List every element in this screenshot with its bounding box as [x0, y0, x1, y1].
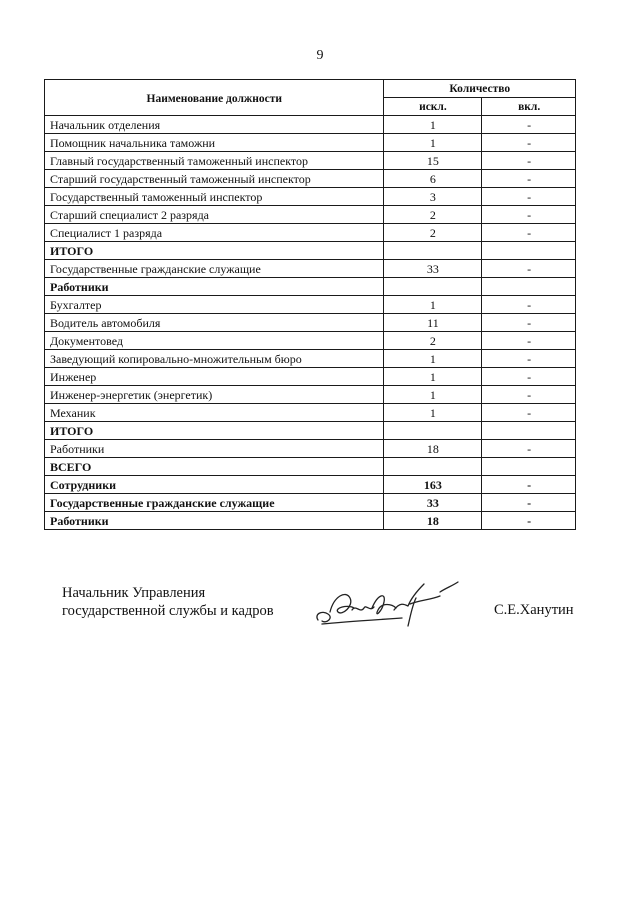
excl-count-cell: 1 [383, 368, 482, 386]
incl-count-cell [482, 458, 576, 476]
position-name-cell: Начальник отделения [45, 116, 384, 134]
incl-count-cell: - [482, 350, 576, 368]
excl-count-cell [383, 278, 482, 296]
excl-count-cell: 3 [383, 188, 482, 206]
incl-count-cell: - [482, 314, 576, 332]
table-row [45, 350, 576, 368]
incl-count-cell: - [482, 296, 576, 314]
total-row [45, 494, 576, 512]
table-body [45, 116, 576, 530]
excl-count-cell: 6 [383, 170, 482, 188]
header-quantity: Количество [383, 80, 575, 98]
incl-count-cell: - [482, 134, 576, 152]
table-row [45, 368, 576, 386]
table-row [45, 260, 576, 278]
excl-count-cell: 1 [383, 404, 482, 422]
total-row [45, 512, 576, 530]
incl-count-cell: - [482, 494, 576, 512]
position-name-cell: Работники [45, 278, 384, 296]
position-name-cell: Старший государственный таможенный инспектор [45, 170, 384, 188]
position-name-cell: Механик [45, 404, 384, 422]
section-row [45, 278, 576, 296]
excl-count-cell: 2 [383, 206, 482, 224]
position-name-cell: Государственный таможенный инспектор [45, 188, 384, 206]
position-name-cell: Старший специалист 2 разряда [45, 206, 384, 224]
excl-count-cell: 18 [383, 440, 482, 458]
incl-count-cell: - [482, 332, 576, 350]
incl-count-cell [482, 422, 576, 440]
excl-count-cell: 1 [383, 134, 482, 152]
table-row [45, 314, 576, 332]
position-name-cell: Государственные гражданские служащие [45, 494, 384, 512]
incl-count-cell: - [482, 260, 576, 278]
excl-count-cell: 18 [383, 512, 482, 530]
table-row [45, 440, 576, 458]
position-name-cell: Государственные гражданские служащие [45, 260, 384, 278]
table-row [45, 386, 576, 404]
total-row [45, 476, 576, 494]
page-number: 9 [316, 48, 324, 63]
position-name-cell: Главный государственный таможенный инспектор [45, 152, 384, 170]
position-name-cell: Инженер [45, 368, 384, 386]
incl-count-cell: - [482, 512, 576, 530]
excl-count-cell: 33 [383, 494, 482, 512]
excl-count-cell: 2 [383, 224, 482, 242]
incl-count-cell: - [482, 440, 576, 458]
table-row [45, 134, 576, 152]
position-name-cell: Водитель автомобиля [45, 314, 384, 332]
handwritten-signature [312, 574, 462, 634]
table-header-row [45, 80, 576, 98]
staffing-table [44, 79, 576, 530]
section-row [45, 422, 576, 440]
incl-count-cell: - [482, 116, 576, 134]
position-name-cell: ИТОГО [45, 422, 384, 440]
incl-count-cell [482, 278, 576, 296]
incl-count-cell: - [482, 476, 576, 494]
incl-count-cell: - [482, 404, 576, 422]
incl-count-cell: - [482, 188, 576, 206]
excl-count-cell: 33 [383, 260, 482, 278]
excl-count-cell: 1 [383, 386, 482, 404]
excl-count-cell: 1 [383, 350, 482, 368]
position-name-cell: Документовед [45, 332, 384, 350]
excl-count-cell: 1 [383, 296, 482, 314]
header-incl: вкл. [482, 98, 576, 116]
incl-count-cell: - [482, 368, 576, 386]
excl-count-cell: 11 [383, 314, 482, 332]
header-position-name: Наименование должности [45, 80, 384, 116]
incl-count-cell: - [482, 206, 576, 224]
position-name-cell: Работники [45, 440, 384, 458]
excl-count-cell: 2 [383, 332, 482, 350]
signer-title-line2: государственной службы и кадров [62, 603, 274, 619]
table-row [45, 404, 576, 422]
excl-count-cell [383, 458, 482, 476]
position-name-cell: Помощник начальника таможни [45, 134, 384, 152]
incl-count-cell: - [482, 170, 576, 188]
position-name-cell: ИТОГО [45, 242, 384, 260]
excl-count-cell: 1 [383, 116, 482, 134]
position-name-cell: Бухгалтер [45, 296, 384, 314]
incl-count-cell: - [482, 224, 576, 242]
excl-count-cell [383, 422, 482, 440]
excl-count-cell: 163 [383, 476, 482, 494]
position-name-cell: Работники [45, 512, 384, 530]
section-row [45, 242, 576, 260]
table-row [45, 152, 576, 170]
excl-count-cell: 15 [383, 152, 482, 170]
table-row [45, 224, 576, 242]
table-row [45, 170, 576, 188]
position-name-cell: Сотрудники [45, 476, 384, 494]
incl-count-cell [482, 242, 576, 260]
table-row [45, 332, 576, 350]
signature-block [62, 584, 274, 620]
position-name-cell: Специалист 1 разряда [45, 224, 384, 242]
section-row [45, 458, 576, 476]
signer-title-line1: Начальник Управления [62, 585, 206, 601]
incl-count-cell: - [482, 386, 576, 404]
table-row [45, 296, 576, 314]
excl-count-cell [383, 242, 482, 260]
table-row [45, 206, 576, 224]
header-excl: искл. [383, 98, 482, 116]
incl-count-cell: - [482, 152, 576, 170]
signer-name: С.Е.Ханутин [494, 602, 574, 618]
table-row [45, 188, 576, 206]
table-row [45, 116, 576, 134]
position-name-cell: Заведующий копировально-множительным бюро [45, 350, 384, 368]
position-name-cell: ВСЕГО [45, 458, 384, 476]
position-name-cell: Инженер-энергетик (энергетик) [45, 386, 384, 404]
